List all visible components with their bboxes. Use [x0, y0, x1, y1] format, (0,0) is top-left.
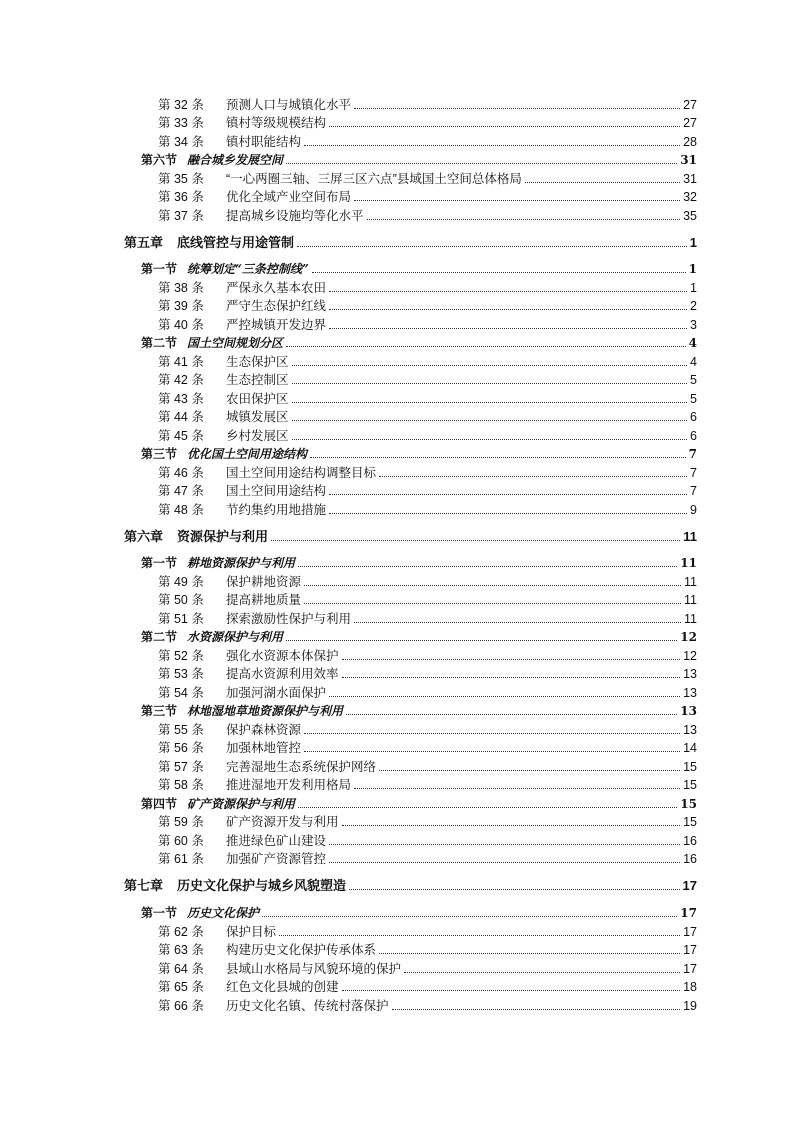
toc-entry-number: 第 38 条 — [158, 281, 204, 295]
toc-article-row[interactable] — [158, 591, 697, 609]
toc-section-row[interactable] — [141, 151, 697, 169]
toc-entry-number: 第 52 条 — [158, 649, 204, 663]
toc-article-row[interactable] — [158, 371, 697, 389]
toc-article-row[interactable] — [158, 279, 697, 297]
toc-entry-number: 第六节 — [141, 153, 178, 167]
toc-entry-title: 强化水资源本体保护 — [226, 649, 339, 663]
toc-article-row[interactable] — [158, 96, 697, 114]
dot-leader — [342, 990, 681, 991]
toc-article-row[interactable] — [158, 923, 697, 941]
toc-entry-page-number: 16 — [683, 852, 697, 866]
toc-entry-title: 城镇发展区 — [226, 410, 289, 424]
toc-entry-page-number: 11 — [684, 593, 697, 607]
dot-leader — [367, 219, 681, 220]
dot-leader — [329, 696, 680, 697]
dot-leader — [297, 246, 687, 247]
toc-entry-number: 第 60 条 — [158, 834, 204, 848]
dot-leader — [342, 659, 681, 660]
toc-section-row[interactable] — [141, 445, 697, 463]
toc-entry-number: 第 32 条 — [158, 98, 204, 112]
dot-leader — [329, 328, 687, 329]
toc-section-row[interactable] — [141, 628, 697, 646]
toc-entry-title: 水资源保护与利用 — [187, 630, 284, 644]
toc-entry-page-number: 31 — [683, 172, 697, 186]
toc-section-row[interactable] — [141, 334, 697, 352]
toc-article-row[interactable] — [158, 390, 697, 408]
toc-entry-page-number: 13 — [683, 667, 697, 681]
toc-article-row[interactable] — [158, 188, 697, 206]
toc-entry-number: 第二节 — [141, 336, 178, 350]
toc-entry-number: 第 46 条 — [158, 466, 204, 480]
toc-entry-title: 探索激励性保护与利用 — [226, 612, 352, 626]
toc-entry-number: 第 55 条 — [158, 723, 204, 737]
dot-leader — [379, 953, 680, 954]
toc-article-row[interactable] — [158, 316, 697, 334]
toc-entry-title: 提高水资源利用效率 — [226, 667, 339, 681]
toc-entry-number: 第五章 — [124, 235, 164, 250]
dot-leader — [342, 677, 681, 678]
toc-entry-page-number: 16 — [683, 834, 697, 848]
toc-entry-page-number: 17 — [680, 906, 697, 920]
toc-entry-title: 严守生态保护红线 — [226, 299, 327, 313]
dot-leader — [304, 145, 680, 146]
toc-entry-page-number: 14 — [683, 741, 697, 755]
toc-article-row[interactable] — [158, 170, 697, 188]
toc-section-row[interactable] — [141, 554, 697, 572]
dot-leader — [286, 346, 686, 347]
toc-entry-title: 优化国土空间用途结构 — [187, 447, 308, 461]
toc-entry-title: 底线管控与用途管制 — [177, 235, 295, 250]
toc-entry-number: 第 64 条 — [158, 962, 204, 976]
toc-article-row[interactable] — [158, 721, 697, 739]
toc-entry-page-number: 32 — [683, 190, 697, 204]
toc-article-row[interactable] — [158, 850, 697, 868]
toc-entry-number: 第一节 — [141, 906, 178, 920]
toc-section-row[interactable] — [141, 260, 697, 278]
toc-article-row[interactable] — [158, 960, 697, 978]
toc-entry-number: 第 33 条 — [158, 116, 204, 130]
toc-entry-title: 生态控制区 — [226, 373, 289, 387]
toc-entry-page-number: 7 — [690, 466, 697, 480]
toc-entry-title: 完善湿地生态系统保护网络 — [226, 760, 377, 774]
toc-entry-title: 县域山水格局与风貌环境的保护 — [226, 962, 402, 976]
toc-entry-number: 第 65 条 — [158, 980, 204, 994]
toc-entry-title: 乡村发展区 — [226, 429, 289, 443]
dot-leader — [312, 272, 686, 273]
toc-entry-title: “一心两圈三轴、三屏三区六点”县域国土空间总体格局 — [226, 172, 522, 186]
toc-entry-number: 第 54 条 — [158, 686, 204, 700]
toc-entry-number: 第 66 条 — [158, 999, 204, 1013]
dot-leader — [298, 566, 677, 567]
toc-entry-number: 第 49 条 — [158, 575, 204, 589]
toc-article-row[interactable] — [158, 501, 697, 519]
toc-entry-page-number: 13 — [680, 704, 697, 718]
toc-entry-page-number: 15 — [683, 815, 697, 829]
toc-entry-page-number: 18 — [683, 980, 697, 994]
toc-entry-page-number: 3 — [690, 318, 697, 332]
toc-article-row[interactable] — [158, 573, 697, 591]
toc-article-row[interactable] — [158, 207, 697, 225]
dot-leader — [262, 916, 677, 917]
toc-entry-number: 第 47 条 — [158, 484, 204, 498]
toc-entry-page-number: 17 — [683, 962, 697, 976]
toc-entry-page-number: 9 — [690, 503, 697, 517]
toc-entry-page-number: 35 — [683, 209, 697, 223]
toc-entry-title: 提高耕地质量 — [226, 593, 302, 607]
toc-entry-page-number: 12 — [683, 649, 697, 663]
dot-leader — [292, 383, 688, 384]
toc-entry-page-number: 15 — [683, 760, 697, 774]
toc-article-row[interactable] — [158, 610, 697, 628]
dot-leader — [329, 126, 680, 127]
toc-article-row[interactable] — [158, 776, 697, 794]
toc-entry-page-number: 1 — [688, 262, 697, 276]
dot-leader — [304, 751, 680, 752]
toc-entry-title: 林地湿地草地资源保护与利用 — [187, 704, 344, 718]
dot-leader — [286, 640, 677, 641]
dot-leader — [304, 585, 681, 586]
dot-leader — [329, 291, 687, 292]
dot-leader — [354, 622, 681, 623]
toc-entry-number: 第 35 条 — [158, 172, 204, 186]
dot-leader — [354, 200, 680, 201]
toc-entry-page-number: 6 — [690, 410, 697, 424]
toc-article-row[interactable] — [158, 482, 697, 500]
dot-leader — [292, 439, 688, 440]
toc-entry-page-number: 5 — [690, 373, 697, 387]
toc-entry-title: 矿产资源开发与利用 — [226, 815, 339, 829]
toc-entry-title: 国土空间用途结构调整目标 — [226, 466, 377, 480]
toc-entry-page-number: 15 — [683, 778, 697, 792]
toc-entry-page-number: 13 — [683, 723, 697, 737]
toc-entry-page-number: 11 — [684, 612, 697, 626]
dot-leader — [292, 365, 688, 366]
toc-entry-number: 第 57 条 — [158, 760, 204, 774]
toc-article-row[interactable] — [158, 408, 697, 426]
toc-article-row[interactable] — [158, 941, 697, 959]
toc-article-row[interactable] — [158, 464, 697, 482]
toc-entry-title: 加强河湖水面保护 — [226, 686, 327, 700]
toc-entry-page-number: 7 — [690, 484, 697, 498]
dot-leader — [404, 972, 680, 973]
toc-article-row[interactable] — [158, 813, 697, 831]
dot-leader — [354, 788, 680, 789]
toc-entry-title: 农田保护区 — [226, 392, 289, 406]
dot-leader — [310, 457, 686, 458]
dot-leader — [525, 182, 680, 183]
toc-entry-page-number: 4 — [688, 336, 697, 350]
toc-article-row[interactable] — [158, 353, 697, 371]
toc-entry-number: 第 58 条 — [158, 778, 204, 792]
dot-leader — [304, 603, 681, 604]
toc-entry-number: 第 39 条 — [158, 299, 204, 313]
dot-leader — [329, 862, 680, 863]
toc-entry-number: 第 34 条 — [158, 135, 204, 149]
toc-entry-title: 融合城乡发展空间 — [187, 153, 284, 167]
toc-entry-title: 提高城乡设施均等化水平 — [226, 209, 364, 223]
toc-entry-page-number: 27 — [683, 98, 697, 112]
toc-entry-title: 生态保护区 — [226, 355, 289, 369]
toc-article-row[interactable] — [158, 739, 697, 757]
toc-entry-page-number: 28 — [683, 135, 697, 149]
toc-entry-number: 第 45 条 — [158, 429, 204, 443]
toc-article-row[interactable] — [158, 647, 697, 665]
dot-leader — [379, 770, 680, 771]
dot-leader — [292, 402, 688, 403]
toc-entry-number: 第 51 条 — [158, 612, 204, 626]
toc-entry-number: 第四节 — [141, 797, 178, 811]
toc-entry-title: 加强林地管控 — [226, 741, 302, 755]
toc-entry-number: 第 41 条 — [158, 355, 204, 369]
toc-entry-title: 加强矿产资源管控 — [226, 852, 327, 866]
toc-entry-title: 历史文化保护与城乡风貌塑造 — [177, 878, 347, 893]
toc-article-row[interactable] — [158, 665, 697, 683]
toc-entry-number: 第 62 条 — [158, 925, 204, 939]
toc-entry-title: 统筹划定“三条控制线” — [187, 262, 309, 276]
toc-entry-page-number: 11 — [683, 529, 697, 544]
toc-entry-page-number: 1 — [689, 235, 697, 250]
toc-entry-title: 预测人口与城镇化水平 — [226, 98, 352, 112]
dot-leader — [379, 476, 687, 477]
toc-entry-title: 耕地资源保护与利用 — [187, 556, 296, 570]
toc-entry-page-number: 4 — [690, 355, 697, 369]
toc-entry-number: 第 43 条 — [158, 392, 204, 406]
dot-leader — [271, 540, 680, 541]
toc-entry-title: 矿产资源保护与利用 — [187, 797, 296, 811]
dot-leader — [329, 494, 687, 495]
dot-leader — [346, 714, 677, 715]
toc-entry-number: 第 40 条 — [158, 318, 204, 332]
toc-article-row[interactable] — [158, 297, 697, 315]
toc-entry-title: 国土空间用途结构 — [226, 484, 327, 498]
toc-entry-number: 第 36 条 — [158, 190, 204, 204]
toc-entry-title: 保护森林资源 — [226, 723, 302, 737]
toc-entry-page-number: 17 — [682, 878, 697, 893]
toc-entry-title: 节约集约用地措施 — [226, 503, 327, 517]
toc-entry-number: 第 59 条 — [158, 815, 204, 829]
toc-entry-title: 镇村等级规模结构 — [226, 116, 327, 130]
toc-article-row[interactable] — [158, 997, 697, 1015]
toc-article-row[interactable] — [158, 133, 697, 151]
toc-entry-page-number: 6 — [690, 429, 697, 443]
toc-chapter-row[interactable] — [124, 234, 697, 252]
toc-entry-page-number: 12 — [680, 630, 697, 644]
toc-entry-page-number: 5 — [690, 392, 697, 406]
toc-entry-title: 推进绿色矿山建设 — [226, 834, 327, 848]
toc-entry-title: 推进湿地开发利用格局 — [226, 778, 352, 792]
toc-entry-title: 保护耕地资源 — [226, 575, 302, 589]
toc-entry-number: 第一节 — [141, 556, 178, 570]
dot-leader — [329, 513, 687, 514]
toc-entry-number: 第三节 — [141, 704, 178, 718]
toc-entry-title: 资源保护与利用 — [177, 529, 269, 544]
toc-section-row[interactable] — [141, 904, 697, 922]
toc-entry-page-number: 2 — [690, 299, 697, 313]
toc-article-row[interactable] — [158, 684, 697, 702]
toc-article-row[interactable] — [158, 114, 697, 132]
toc-article-row[interactable] — [158, 978, 697, 996]
dot-leader — [286, 163, 677, 164]
dot-leader — [292, 420, 688, 421]
toc-entry-page-number: 31 — [680, 153, 697, 167]
toc-article-row[interactable] — [158, 758, 697, 776]
toc-entry-page-number: 15 — [680, 797, 697, 811]
toc-entry-number: 第三节 — [141, 447, 178, 461]
toc-entry-number: 第二节 — [141, 630, 178, 644]
toc-entry-page-number: 17 — [683, 943, 697, 957]
toc-entry-number: 第 56 条 — [158, 741, 204, 755]
toc-article-row[interactable] — [158, 832, 697, 850]
toc-entry-title: 严保永久基本农田 — [226, 281, 327, 295]
toc-entry-number: 第 44 条 — [158, 410, 204, 424]
toc-entry-page-number: 11 — [680, 556, 697, 570]
dot-leader — [304, 733, 680, 734]
toc-entry-title: 红色文化县城的创建 — [226, 980, 339, 994]
toc-entry-number: 第一节 — [141, 262, 178, 276]
toc-entry-title: 保护目标 — [226, 925, 277, 939]
dot-leader — [342, 825, 681, 826]
toc-entry-page-number: 17 — [683, 925, 697, 939]
toc-entry-page-number: 19 — [683, 999, 697, 1013]
toc-entry-page-number: 27 — [683, 116, 697, 130]
toc-chapter-row[interactable] — [124, 877, 697, 895]
dot-leader — [329, 844, 680, 845]
toc-section-row[interactable] — [141, 702, 697, 720]
toc-entry-page-number: 7 — [688, 447, 697, 461]
toc-entry-number: 第 48 条 — [158, 503, 204, 517]
dot-leader — [354, 108, 680, 109]
toc-entry-title: 构建历史文化保护传承体系 — [226, 943, 377, 957]
toc-entry-page-number: 11 — [684, 575, 697, 589]
toc-entry-number: 第 42 条 — [158, 373, 204, 387]
dot-leader — [329, 309, 687, 310]
toc-chapter-row[interactable] — [124, 528, 697, 546]
toc-entry-title: 历史文化名镇、传统村落保护 — [226, 999, 389, 1013]
toc-entry-title: 镇村职能结构 — [226, 135, 302, 149]
toc-entry-number: 第 50 条 — [158, 593, 204, 607]
toc-entry-number: 第 61 条 — [158, 852, 204, 866]
dot-leader — [279, 935, 680, 936]
toc-entry-page-number: 1 — [690, 281, 697, 295]
toc-entry-number: 第六章 — [124, 529, 164, 544]
toc-entry-title: 严控城镇开发边界 — [226, 318, 327, 332]
toc-entry-number: 第七章 — [124, 878, 164, 893]
toc-section-row[interactable] — [141, 795, 697, 813]
toc-entry-number: 第 53 条 — [158, 667, 204, 681]
toc-article-row[interactable] — [158, 427, 697, 445]
dot-leader — [392, 1009, 681, 1010]
toc-entry-number: 第 37 条 — [158, 209, 204, 223]
toc-entry-title: 国土空间规划分区 — [187, 336, 284, 350]
toc-entry-page-number: 13 — [683, 686, 697, 700]
dot-leader — [349, 889, 680, 890]
dot-leader — [298, 807, 677, 808]
toc-entry-title: 历史文化保护 — [187, 906, 260, 920]
toc-entry-title: 优化全域产业空间布局 — [226, 190, 352, 204]
toc-entry-number: 第 63 条 — [158, 943, 204, 957]
